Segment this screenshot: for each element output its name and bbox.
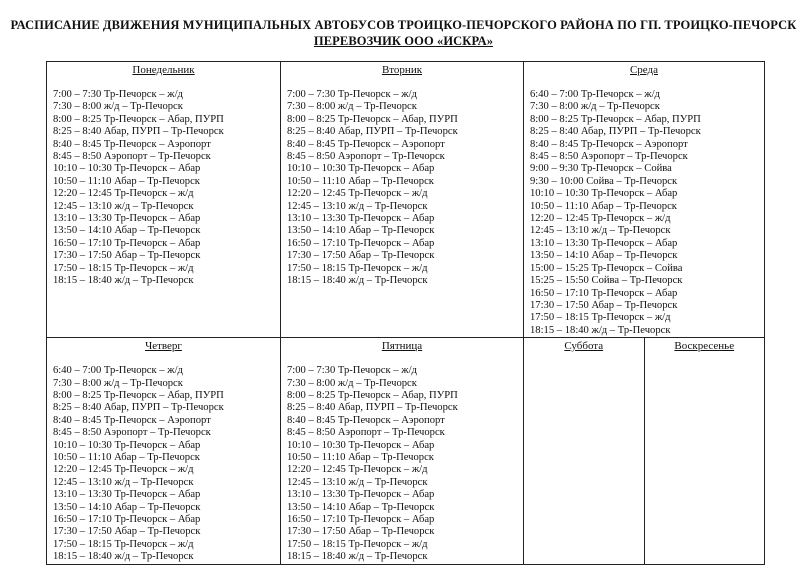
schedule-entry: 8:45 – 8:50 Аэропорт – Тр-Печорск — [287, 427, 445, 439]
schedule-entry: 8:00 – 8:25 Тр-Печорск – Абар, ПУРП — [530, 113, 701, 125]
day-cell-saturday — [524, 338, 644, 564]
schedule-entry: 17:50 – 18:15 Тр-Печорск – ж/д — [287, 538, 428, 550]
schedule-entry: 12:20 – 12:45 Тр-Печорск – ж/д — [53, 188, 194, 200]
day-cell-wednesday — [524, 62, 765, 338]
schedule-entry: 10:10 – 10:30 Тр-Печорск – Абар — [287, 163, 435, 175]
schedule-entry: 8:00 – 8:25 Тр-Печорск – Абар, ПУРП — [53, 113, 224, 125]
schedule-entry: 16:50 – 17:10 Тр-Печорск – Абар — [287, 514, 435, 525]
schedule-entry: 13:10 – 13:30 Тр-Печорск – Абар — [53, 489, 201, 501]
schedule-entry: 8:45 – 8:50 Аэропорт – Тр-Печорск — [530, 151, 688, 163]
schedule-entry: 8:25 – 8:40 Абар, ПУРП – Тр-Печорск — [287, 126, 458, 138]
schedule-entry: 7:00 – 7:30 Тр-Печорск – ж/д — [287, 89, 417, 100]
schedule-entry: 10:50 – 11:10 Абар – Тр-Печорск — [53, 451, 200, 463]
day-cell-tuesday — [281, 62, 524, 338]
schedule-entry: 16:50 – 17:10 Тр-Печорск – Абар — [530, 287, 678, 299]
day-header-tuesday: Вторник — [381, 64, 423, 76]
schedule-entry: 10:50 – 11:10 Абар – Тр-Печорск — [287, 451, 434, 463]
schedule-entry: 18:15 – 18:40 ж/д – Тр-Печорск — [287, 275, 428, 287]
day-header-thursday: Четверг — [145, 340, 182, 353]
entries-friday — [281, 365, 523, 564]
schedule-entry: 18:15 – 18:40 ж/д – Тр-Печорск — [530, 324, 671, 336]
day-header-wednesday: Среда — [629, 64, 659, 76]
day-header-saturday: Суббота — [564, 340, 604, 353]
schedule-entry: 8:40 – 8:45 Тр-Печорск – Аэропорт — [530, 138, 688, 150]
document-title: РАСПИСАНИЕ ДВИЖЕНИЯ МУНИЦИПАЛЬНЫХ АВТОБУСОВ ТРОИЦКО-ПЕЧОРСКОГО РАЙОНА ПО ГП. ТРОИЦКО-ПЕЧОРСК — [10, 18, 797, 32]
schedule-entry: 15:25 – 15:50 Сойва – Тр-Печорск — [530, 275, 683, 287]
schedule-entry: 17:50 – 18:15 Тр-Печорск – ж/д — [530, 312, 671, 324]
schedule-entry: 8:25 – 8:40 Абар, ПУРП – Тр-Печорск — [53, 402, 224, 414]
day-cell-weekend — [524, 338, 765, 565]
day-cell-thursday — [47, 338, 281, 565]
schedule-entry: 7:00 – 7:30 Тр-Печорск – ж/д — [287, 365, 417, 377]
schedule-entry: 18:15 – 18:40 ж/д – Тр-Печорск — [287, 551, 428, 563]
schedule-entry: 9:00 – 9:30 Тр-Печорск – Сойва — [530, 163, 672, 175]
carrier-subtitle-text: ПЕРЕВОЗЧИК ООО «ИСКРА» — [313, 34, 494, 48]
schedule-entry: 12:20 – 12:45 Тр-Печорск – ж/д — [530, 213, 671, 225]
day-cell-sunday — [644, 338, 765, 564]
schedule-entry: 8:00 – 8:25 Тр-Печорск – Абар, ПУРП — [53, 389, 224, 401]
schedule-entry: 12:45 – 13:10 ж/д – Тр-Печорск — [53, 476, 194, 488]
schedule-entry: 8:45 – 8:50 Аэропорт – Тр-Печорск — [53, 151, 211, 163]
schedule-entry: 13:10 – 13:30 Тр-Печорск – Абар — [530, 237, 678, 249]
schedule-entry: 12:20 – 12:45 Тр-Печорск – ж/д — [53, 464, 194, 476]
schedule-entry: 8:40 – 8:45 Тр-Печорск – Аэропорт — [53, 138, 211, 150]
schedule-entry: 10:10 – 10:30 Тр-Печорск – Абар — [530, 188, 678, 200]
schedule-entry: 8:25 – 8:40 Абар, ПУРП – Тр-Печорск — [530, 126, 701, 138]
day-header-sunday: Воскресенье — [674, 340, 735, 353]
schedule-entry: 7:30 – 8:00 ж/д – Тр-Печорск — [53, 101, 183, 113]
schedule-entry: 10:10 – 10:30 Тр-Печорск – Абар — [287, 439, 435, 451]
schedule-entry: 7:30 – 8:00 ж/д – Тр-Печорск — [287, 101, 417, 113]
entries-wednesday — [524, 89, 764, 337]
schedule-entry: 8:45 – 8:50 Аэропорт – Тр-Печорск — [287, 151, 445, 163]
schedule-entry: 8:00 – 8:25 Тр-Печорск – Абар, ПУРП — [287, 389, 458, 401]
schedule-entry: 13:50 – 14:10 Абар – Тр-Печорск — [530, 250, 678, 262]
schedule-entry: 17:30 – 17:50 Абар – Тр-Печорск — [53, 526, 201, 538]
entries-tuesday — [281, 89, 523, 288]
schedule-entry: 13:50 – 14:10 Абар – Тр-Печорск — [287, 225, 435, 237]
schedule-entry: 16:50 – 17:10 Тр-Печорск – Абар — [53, 514, 201, 525]
schedule-entry: 10:10 – 10:30 Тр-Печорск – Абар — [53, 163, 201, 175]
schedule-entry: 17:50 – 18:15 Тр-Печорск – ж/д — [287, 262, 428, 274]
entries-monday — [47, 89, 280, 288]
weekend-split — [524, 338, 764, 564]
schedule-entry: 13:50 – 14:10 Абар – Тр-Печорск — [53, 225, 201, 237]
schedule-entry: 12:45 – 13:10 ж/д – Тр-Печорск — [287, 476, 428, 488]
schedule-entry: 13:50 – 14:10 Абар – Тр-Печорск — [287, 501, 435, 513]
schedule-entry: 12:45 – 13:10 ж/д – Тр-Печорск — [530, 225, 671, 237]
schedule-entry: 10:50 – 11:10 Абар – Тр-Печорск — [53, 175, 200, 187]
entries-thursday — [47, 365, 280, 564]
schedule-entry: 12:45 – 13:10 ж/д – Тр-Печорск — [287, 200, 428, 212]
schedule-entry: 17:50 – 18:15 Тр-Печорск – ж/д — [53, 262, 194, 274]
schedule-entry: 10:10 – 10:30 Тр-Печорск – Абар — [53, 439, 201, 451]
schedule-entry: 13:10 – 13:30 Тр-Печорск – Абар — [53, 213, 201, 225]
schedule-entry: 17:50 – 18:15 Тр-Печорск – ж/д — [53, 538, 194, 550]
schedule-entry: 6:40 – 7:00 Тр-Печорск – ж/д — [53, 365, 183, 377]
schedule-entry: 12:20 – 12:45 Тр-Печорск – ж/д — [287, 464, 428, 476]
schedule-table — [46, 61, 765, 565]
day-cell-monday — [47, 62, 281, 338]
carrier-subtitle — [0, 34, 807, 49]
schedule-entry: 7:00 – 7:30 Тр-Печорск – ж/д — [53, 89, 183, 100]
schedule-entry: 13:10 – 13:30 Тр-Печорск – Абар — [287, 489, 435, 501]
schedule-entry: 13:50 – 14:10 Абар – Тр-Печорск — [53, 501, 201, 513]
schedule-entry: 12:20 – 12:45 Тр-Печорск – ж/д — [287, 188, 428, 200]
schedule-entry: 17:30 – 17:50 Абар – Тр-Печорск — [287, 250, 435, 262]
schedule-entry: 7:30 – 8:00 ж/д – Тр-Печорск — [53, 377, 183, 389]
day-header-monday: Понедельник — [132, 64, 195, 76]
schedule-entry: 12:45 – 13:10 ж/д – Тр-Печорск — [53, 200, 194, 212]
schedule-entry: 15:00 – 15:25 Тр-Печорск – Сойва — [530, 262, 683, 274]
schedule-entry: 17:30 – 17:50 Абар – Тр-Печорск — [53, 250, 201, 262]
day-header-friday: Пятница — [381, 340, 423, 353]
schedule-entry: 17:30 – 17:50 Абар – Тр-Печорск — [287, 526, 435, 538]
schedule-entry: 8:25 – 8:40 Абар, ПУРП – Тр-Печорск — [53, 126, 224, 138]
schedule-entry: 8:40 – 8:45 Тр-Печорск – Аэропорт — [287, 138, 445, 150]
schedule-entry: 6:40 – 7:00 Тр-Печорск – ж/д — [530, 89, 660, 100]
schedule-entry: 16:50 – 17:10 Тр-Печорск – Абар — [53, 237, 201, 249]
schedule-entry: 8:40 – 8:45 Тр-Печорск – Аэропорт — [287, 414, 445, 426]
schedule-entry: 17:30 – 17:50 Абар – Тр-Печорск — [530, 299, 678, 311]
schedule-entry: 18:15 – 18:40 ж/д – Тр-Печорск — [53, 275, 194, 287]
schedule-entry: 10:50 – 11:10 Абар – Тр-Печорск — [530, 200, 677, 212]
schedule-entry: 8:45 – 8:50 Аэропорт – Тр-Печорск — [53, 427, 211, 439]
schedule-entry: 8:00 – 8:25 Тр-Печорск – Абар, ПУРП — [287, 113, 458, 125]
schedule-entry: 13:10 – 13:30 Тр-Печорск – Абар — [287, 213, 435, 225]
schedule-entry: 18:15 – 18:40 ж/д – Тр-Печорск — [53, 551, 194, 563]
schedule-entry: 9:30 – 10:00 Сойва – Тр-Печорск — [530, 175, 678, 187]
schedule-entry: 7:30 – 8:00 ж/д – Тр-Печорск — [530, 101, 660, 113]
schedule-entry: 16:50 – 17:10 Тр-Печорск – Абар — [287, 237, 435, 249]
day-cell-friday — [281, 338, 524, 565]
schedule-entry: 10:50 – 11:10 Абар – Тр-Печорск — [287, 175, 434, 187]
schedule-entry: 8:40 – 8:45 Тр-Печорск – Аэропорт — [53, 414, 211, 426]
schedule-entry: 8:25 – 8:40 Абар, ПУРП – Тр-Печорск — [287, 402, 458, 414]
schedule-entry: 7:30 – 8:00 ж/д – Тр-Печорск — [287, 377, 417, 389]
